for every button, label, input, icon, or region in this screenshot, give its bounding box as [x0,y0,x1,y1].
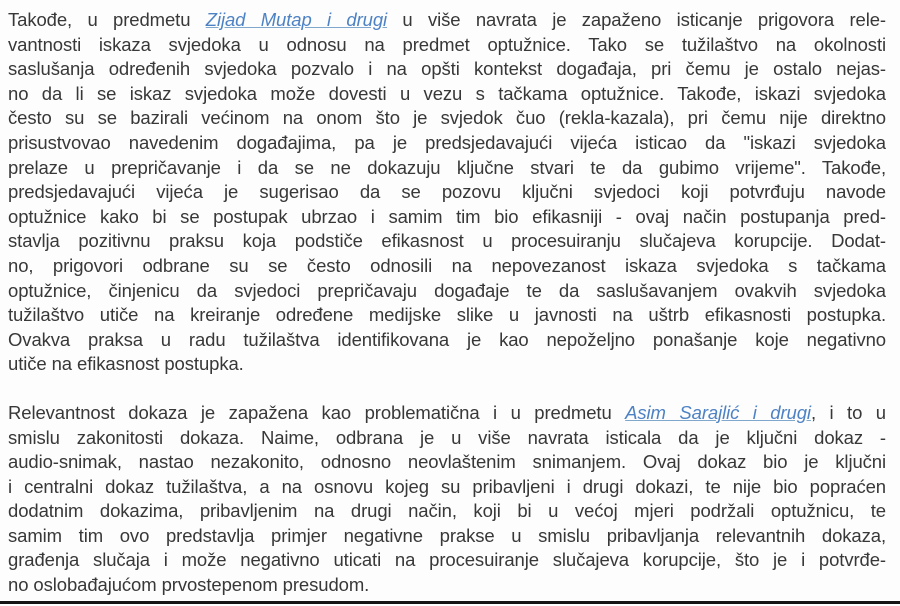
paragraph-2 [8,401,886,598]
text-run: Relevantnost dokaza je zapažena kao problematična i u predmetu [8,401,626,423]
text-run: optužnice, činjenicu da svjedoci prepričavaju događaje te da saslušavanjem ovakvih svjedoka [8,279,886,301]
text-line [8,303,886,328]
paragraph-1 [8,8,886,377]
text-line [8,82,886,107]
text-run: dodatnim dokazima, pribavljenim na drugi način, koji bi u većoj mjeri podržali optužnicu, te [8,500,886,522]
text-run: Ovakva praksa u radu tužilaštva identifikovana je kao nepoželjno ponašanje koje negativno [8,328,886,350]
text-line [8,401,886,426]
text-run: vantnosti iskaza svjedoka u odnosu na predmet optužnice. Tako se tužilaštvo na okolnosti [8,33,886,55]
text-line [8,254,886,279]
text-line [8,352,886,377]
text-run: audio-snimak, nastao nezakonito, odnosno neovlaštenim snimanjem. Ovaj dokaz bio je ključni [8,451,886,473]
text-line [8,328,886,353]
text-run: u više navrata je zapaženo isticanje prigovora rele- [387,9,886,30]
text-line [8,33,886,58]
text-line [8,229,886,254]
text-run: optužnice kako bi se postupak ubrzao i samim tim bio efikasniji - ovaj način postupanja pred- [8,205,886,227]
text-line [8,548,886,573]
text-run: prisustvovao navedenim događajima, pa je predsjedavajući vijeća isticao da "iskazi svjedoka [8,131,886,153]
bottom-rule [0,601,900,604]
text-line [8,426,886,451]
text-line [8,106,886,131]
text-line [8,57,886,82]
text-run: građenja slučaja i može negativno uticati na procesuiranje slučajeva korupcije, što je i potvrđe- [8,549,886,571]
text-run: i centralni dokaz tužilaštva, a na osnovu kojeg su pribavljeni i drugi dokazi, te nije bio popraćen [8,475,886,497]
text-run: no, prigovori odbrane su se često odnosili na nepovezanost iskaza svjedoka s tačkama [8,254,886,276]
text-run: prelaze u prepričavanje i da se ne dokazuju ključne stvari te da gubimo vrijeme". Takođe, [8,156,886,178]
text-run: često su se bazirali većinom na onom što je svjedok čuo (rekla-kazala), pri čemu nije direktno [8,107,886,129]
text-run: no oslobađajućom prvostepenom presudom. [8,574,370,596]
text-line [8,450,886,475]
text-run: utiče na efikasnost postupka. [8,353,244,375]
text-line [8,180,886,205]
text-line [8,205,886,230]
text-line [8,131,886,156]
text-run: predsjedavajući vijeća je sugerisao da se pozovu ključni svjedoci koji potvrđuju navode [8,181,886,203]
text-run: , i to u [810,401,886,423]
text-line [8,573,886,598]
text-run: saslušanja određenih svjedoka pozvalo i na opšti kontekst događaja, pri čemu je ostalo nejas- [8,58,886,80]
text-line [8,524,886,549]
text-run: tužilaštvo utiče na kreiranje određene medijske slike u javnosti na uštrb efikasnosti postupka. [8,304,886,326]
text-line [8,8,886,33]
text-line [8,156,886,181]
text-run: samim tim ovo predstavlja primjer negativne prakse u smislu pribavljanja relevantnih dokaza, [8,524,886,546]
text-line [8,475,886,500]
text-run: no da li se iskaz svjedoka može dovesti u vezu s tačkama optužnice. Takođe, iskazi svjedoka [8,82,886,104]
text-line [8,499,886,524]
text-line [8,279,886,304]
text-run: smislu zakonitosti dokaza. Naime, odbrana je u više navrata isticala da je ključni dokaz - [8,426,886,448]
text-run: stavlja pozitivnu praksu koja podstiče efikasnost u procesuiranju slučajeva korupcije. Dodat- [8,230,886,252]
case-link[interactable]: Asim Sarajlić i drugi [625,401,811,423]
case-link[interactable]: Zijad Mutap i drugi [205,9,388,30]
text-run: Takođe, u predmetu [8,9,206,30]
